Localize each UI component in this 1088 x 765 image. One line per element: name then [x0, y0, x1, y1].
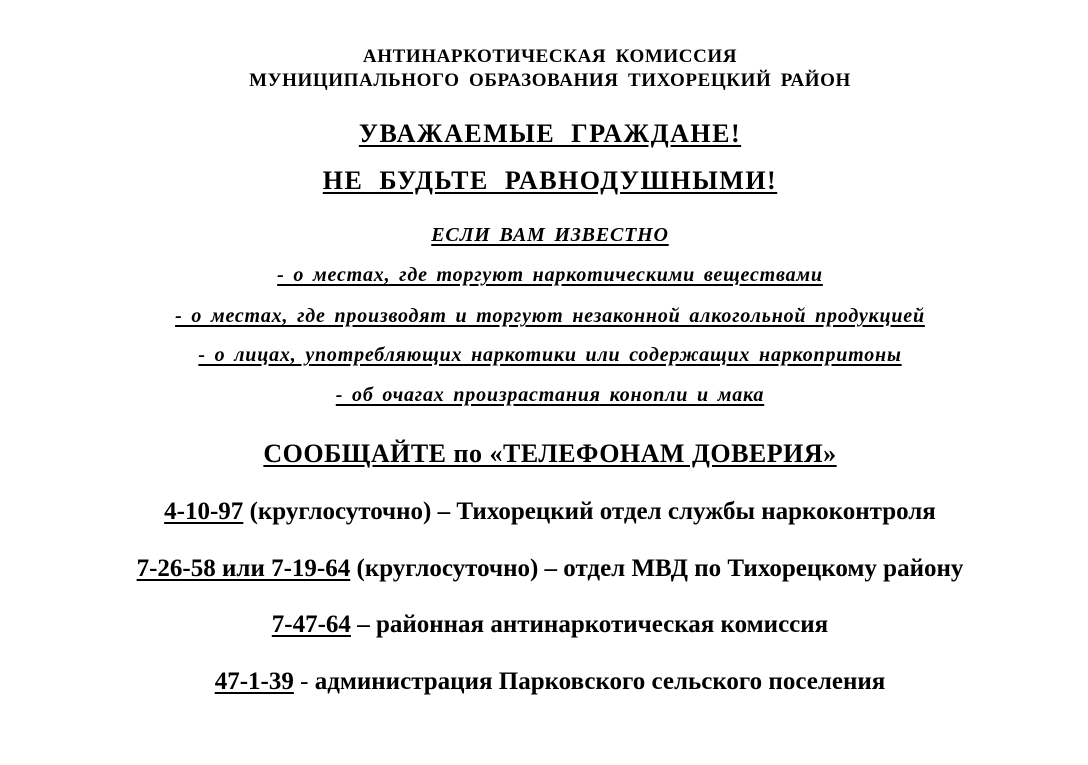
- if-known-item: - о местах, где производят и торгуют незаконной алкогольной продукцией: [175, 305, 925, 327]
- if-known-item: - о лицах, употребляющих наркотики или содержащих наркопритоны: [198, 344, 902, 366]
- phone-number: 4-10-97: [164, 498, 244, 525]
- if-known-item: - об очагах произрастания конопли и мака: [335, 384, 765, 406]
- if-known-title: ЕСЛИ ВАМ ИЗВЕСТНО: [431, 224, 669, 246]
- if-known-item: - о местах, где торгуют наркотическими веществами: [277, 264, 823, 286]
- header-line-1: АНТИНАРКОТИЧЕСКАЯ КОМИССИЯ: [362, 46, 738, 67]
- phone-description: (круглосуточно) – Тихорецкий отдел службы наркоконтроля: [243, 498, 936, 525]
- phone-number: 7-26-58 или 7-19-64: [136, 555, 351, 582]
- phone-number: 7-47-64: [271, 611, 351, 638]
- phone-line: [0, 555, 1088, 583]
- phone-line: [0, 498, 1088, 526]
- phone-description: администрация Парковского сельского поселения: [314, 668, 886, 695]
- phone-line: [0, 611, 1088, 639]
- phone-line: [0, 668, 1088, 696]
- phone-description: (круглосуточно) – отдел МВД по Тихорецкому району: [350, 555, 964, 582]
- report-title: СООБЩАЙТЕ по «ТЕЛЕФОНАМ ДОВЕРИЯ»: [263, 439, 837, 468]
- appeal-line-1: УВАЖАЕМЫЕ ГРАЖДАНЕ!: [358, 119, 742, 148]
- phone-description: – районная антинаркотическая комиссия: [350, 611, 829, 638]
- phone-number: 47-1-39: [214, 668, 294, 695]
- appeal-line-2: НЕ БУДЬТЕ РАВНОДУШНЫМИ!: [322, 166, 778, 195]
- header-line-2: МУНИЦИПАЛЬНОГО ОБРАЗОВАНИЯ ТИХОРЕЦКИЙ РАЙОН: [249, 70, 851, 91]
- phone-separator: -: [293, 668, 315, 695]
